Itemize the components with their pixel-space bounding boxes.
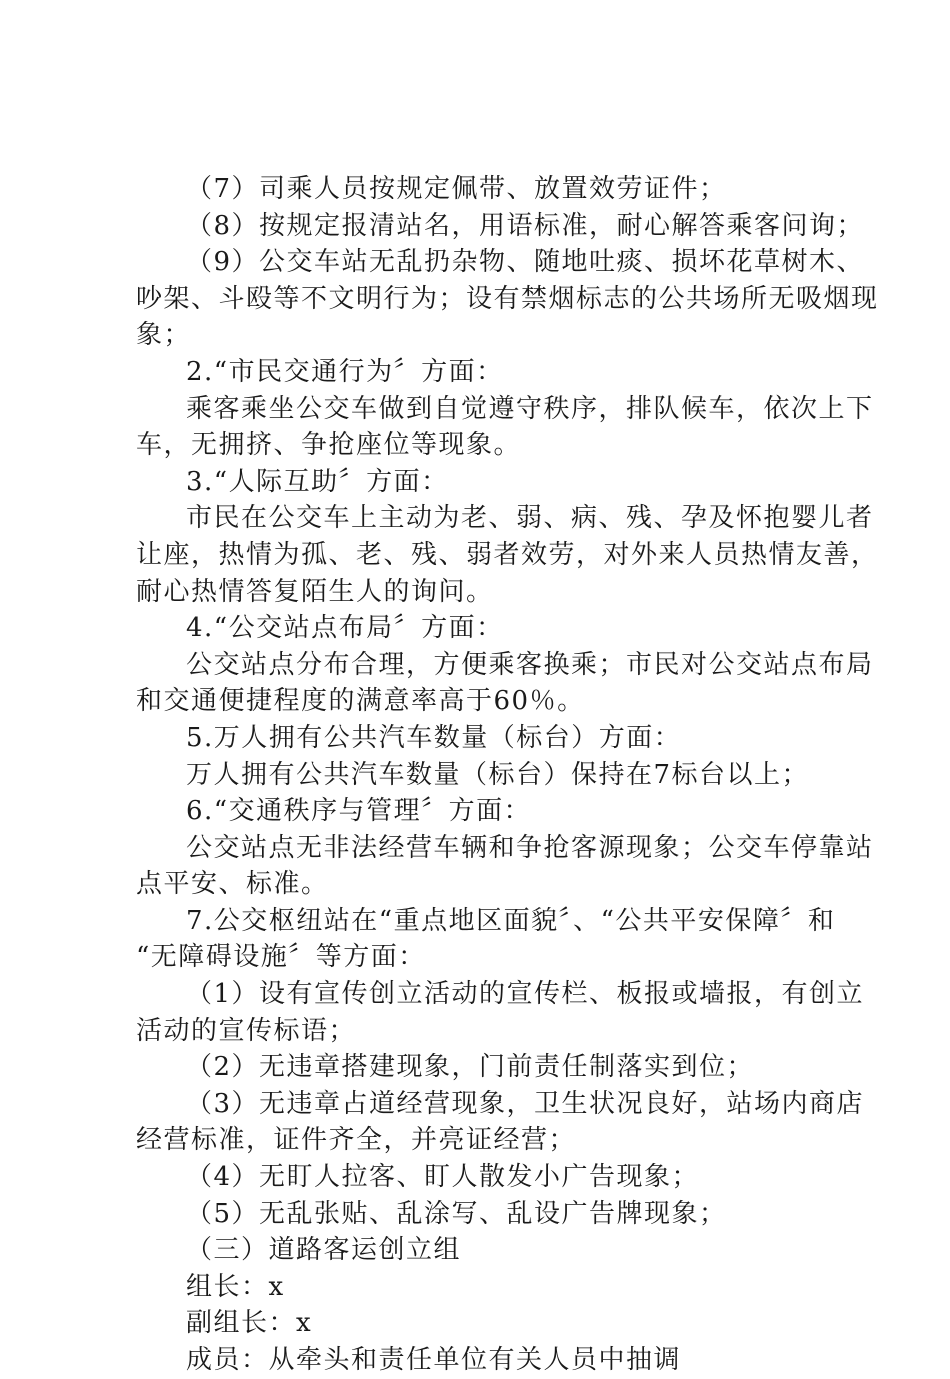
text-line: 2.“市民交通行为〞方面： <box>186 356 504 387</box>
text-line: 成员：从牵头和责任单位有关人员中抽调 <box>186 1345 682 1375</box>
text-line: 象； <box>136 320 192 351</box>
text-line: “无障碍设施〞等方面： <box>136 942 426 973</box>
text-line: 7.公交枢纽站在“重点地区面貌〞、“公共平安保障〞和 <box>186 905 836 936</box>
text-line: （1）设有宣传创立活动的宣传栏、板报或墙报，有创立 <box>186 979 865 1010</box>
text-line: （7）司乘人员按规定佩带、放置效劳证件； <box>186 174 727 204</box>
text-line: 公交站点分布合理，方便乘客换乘；市民对公交站点布局 <box>186 649 874 680</box>
text-line: 3.“人际互助〞方面： <box>186 466 449 497</box>
text-line: （三）道路客运创立组 <box>186 1235 462 1266</box>
text-line: 公交站点无非法经营车辆和争抢客源现象；公交车停靠站 <box>186 832 874 863</box>
text-line: 车，无拥挤、争抢座位等现象。 <box>136 430 522 461</box>
text-line: 耐心热情答复陌生人的询问。 <box>136 576 494 607</box>
text-line: （4）无盯人拉客、盯人散发小广告现象； <box>186 1162 700 1193</box>
text-line: 4.“公交站点布局〞方面： <box>186 613 504 644</box>
text-line: 乘客乘坐公交车做到自觉遵守秩序，排队候车，依次上下 <box>186 393 874 424</box>
text-line: 活动的宣传标语； <box>136 1015 357 1046</box>
text-line: （5）无乱张贴、乱涂写、乱设广告牌现象； <box>186 1198 727 1229</box>
text-line: （2）无违章搭建现象，门前责任制落实到位； <box>186 1052 755 1083</box>
text-line: 让座，热情为孤、老、残、弱者效劳，对外来人员热情友善， <box>136 539 879 570</box>
text-line: 吵架、斗殴等不文明行为；设有禁烟标志的公共场所无吸烟现 <box>136 283 879 314</box>
document-body <box>136 171 879 1379</box>
text-line: （9）公交车站无乱扔杂物、随地吐痰、损坏花草树木、 <box>186 247 865 278</box>
text-line: 副组长：x <box>186 1308 313 1339</box>
text-line: 组长：x <box>186 1271 285 1302</box>
text-line: 点平安、标准。 <box>136 869 329 900</box>
text-line: 5.万人拥有公共汽车数量（标台）方面： <box>186 722 682 753</box>
text-line: 万人拥有公共汽车数量（标台）保持在7标台以上； <box>186 759 810 790</box>
text-line: 市民在公交车上主动为老、弱、病、残、孕及怀抱婴儿者 <box>186 503 874 534</box>
text-line: （8）按规定报清站名，用语标准，耐心解答乘客问询； <box>186 210 865 241</box>
text-line: 和交通便捷程度的满意率高于60％。 <box>136 686 585 717</box>
text-line: （3）无违章占道经营现象，卫生状况良好，站场内商店 <box>186 1088 865 1119</box>
text-line: 经营标准，证件齐全，并亮证经营； <box>136 1125 577 1156</box>
text-line: 6.“交通秩序与管理〞方面： <box>186 796 532 827</box>
